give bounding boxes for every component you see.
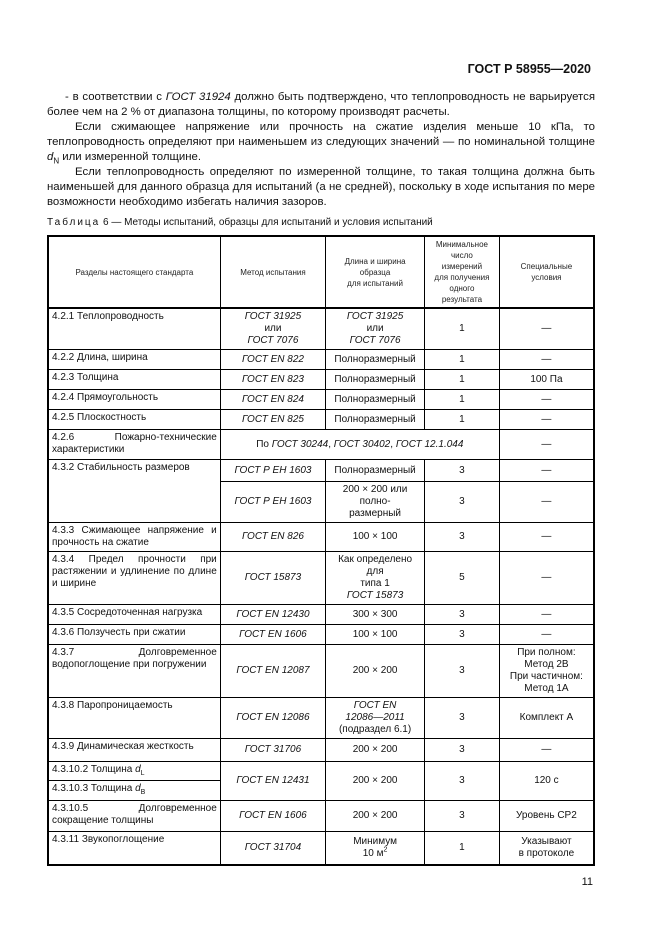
table-row — [48, 739, 594, 762]
cell-line: 1 — [459, 413, 465, 425]
table-row — [48, 645, 594, 698]
cell-line: ГОСТ 15873 — [346, 590, 404, 601]
text: должно быть подтверждено, что теплопроводность не варьируется более чем на 2 % от диапазона толщины, по которому производят расчеты. — [47, 91, 595, 118]
cell-line: ГОСТ EN 825 — [241, 413, 304, 425]
cell-text: L — [140, 770, 145, 777]
document-id: ГОСТ Р 58955—2020 — [467, 62, 591, 76]
cell-line: — — [541, 628, 552, 640]
table-cell — [48, 832, 220, 865]
cell-line: 3 — [459, 810, 465, 821]
table-cell — [326, 645, 425, 698]
table-cell — [326, 739, 425, 762]
table-cell — [326, 698, 425, 739]
cell-line: 4.2.3 Толщина — [52, 372, 119, 383]
table-cell — [326, 410, 425, 430]
table-cell — [220, 605, 325, 625]
cell-line: ГОСТ EN 826 — [241, 531, 304, 542]
cell-text: ГОСТ 30402 — [333, 438, 391, 450]
subscript: N — [53, 156, 60, 166]
cell-text: ГОСТ 30244 — [271, 438, 329, 450]
paragraph-1 — [47, 90, 595, 120]
cell-line: 200 × 200 — [352, 665, 398, 676]
standard-reference: ГОСТ 31924 — [165, 91, 231, 103]
table-cell — [425, 739, 500, 762]
cell-line: размерный — [349, 508, 402, 519]
table-row — [48, 410, 594, 430]
header-line: для испытаний — [347, 278, 403, 288]
table-cell — [499, 350, 594, 370]
table-cell — [326, 308, 425, 350]
column-header — [326, 236, 425, 308]
table-cell — [326, 832, 425, 865]
table-cell — [220, 801, 325, 832]
cell-line: 200 × 200 — [352, 810, 398, 821]
header-line: измерений — [441, 262, 483, 271]
cell-line: 4.2.4 Прямоугольность — [52, 392, 159, 403]
cell-line: 3 — [459, 496, 465, 507]
cell-line: 4.3.3 Сжимающее напряжение и прочность на сжатие — [52, 525, 217, 548]
cell-line: Уровень CP2 — [516, 810, 577, 821]
header-line: одного — [449, 284, 475, 293]
cell-line: 3 — [459, 744, 465, 755]
cell-line: типа 1 — [360, 578, 390, 589]
table-cell — [425, 605, 500, 625]
table-cell — [48, 739, 220, 762]
cell-line: 4.3.8 Паропроницаемость — [52, 700, 173, 711]
table-cell — [48, 781, 220, 801]
cell-line: (подраздел 6.1) — [338, 724, 412, 735]
header-line: Специальные — [520, 262, 573, 271]
paragraph-2 — [47, 120, 595, 165]
cell-line: 1 — [459, 353, 465, 365]
table-cell — [48, 552, 220, 605]
cell-line: 3 — [459, 608, 465, 620]
table-cell — [499, 625, 594, 645]
cell-line: 3 — [459, 665, 465, 676]
cell-line: — — [541, 608, 552, 620]
cell-line: 100 Па — [530, 373, 563, 385]
table-cell — [48, 625, 220, 645]
column-header — [499, 236, 594, 308]
table-cell — [425, 801, 500, 832]
table-cell — [326, 390, 425, 410]
cell-text: , — [390, 438, 396, 450]
cell-line: 1 — [459, 323, 465, 334]
cell-line: Полноразмерный — [334, 464, 416, 476]
header-line: число — [451, 251, 473, 260]
table-cell — [499, 410, 594, 430]
cell-text: 10 м — [362, 847, 384, 859]
table-cell — [48, 698, 220, 739]
cell-line: ГОСТ 15873 — [244, 572, 302, 583]
table-cell — [425, 523, 500, 552]
cell-line: Полноразмерный — [334, 393, 416, 405]
table-row — [48, 430, 594, 460]
caption-text: 6 — Методы испытаний, образцы для испытаний и условия испытаний — [100, 217, 433, 228]
cell-text: d — [135, 764, 141, 775]
table-cell — [48, 645, 220, 698]
table-cell — [220, 523, 325, 552]
cell-line: — — [541, 744, 552, 755]
cell-line: ГОСТ EN 12087 — [236, 665, 310, 676]
table-cell — [326, 625, 425, 645]
cell-line: ГОСТ 31706 — [244, 744, 302, 755]
caption-label: Таблица — [47, 217, 101, 228]
table-row — [48, 605, 594, 625]
table-header-row — [48, 236, 594, 308]
table-cell — [48, 523, 220, 552]
table-cell — [425, 308, 500, 350]
header-line: результата — [441, 295, 483, 304]
table-cell — [220, 482, 325, 523]
table-cell — [499, 605, 594, 625]
table-cell — [425, 390, 500, 410]
cell-line: — — [541, 531, 552, 542]
table-row — [48, 350, 594, 370]
cell-line: 4.3.4 Предел прочности при растяжении и удлинение по длине и ширине — [52, 554, 217, 589]
cell-line: При частичном: — [509, 671, 583, 682]
table-cell — [499, 370, 594, 390]
cell-line: Полноразмерный — [334, 353, 416, 365]
test-methods-table — [47, 235, 595, 866]
table-cell — [425, 762, 500, 801]
cell-line: 3 — [459, 628, 465, 640]
page-number: 11 — [581, 875, 593, 888]
cell-line: 300 × 300 — [352, 608, 398, 620]
cell-line: ГОСТ 7076 — [247, 335, 299, 346]
cell-line: 1 — [459, 841, 465, 853]
table-cell — [48, 350, 220, 370]
cell-line: или — [264, 323, 282, 334]
table-cell — [220, 350, 325, 370]
cell-text: ГОСТ 12.1.044 — [395, 438, 464, 450]
header-line: Длина и ширина — [344, 256, 406, 266]
table-cell — [326, 523, 425, 552]
cell-line: Минимум — [353, 835, 397, 847]
header-text: Метод испытания — [240, 267, 306, 277]
table-caption — [47, 217, 595, 229]
table-cell — [499, 430, 594, 460]
table-cell — [425, 625, 500, 645]
cell-line: 4.3.5 Сосредоточенная нагрузка — [52, 607, 203, 618]
table-cell — [425, 552, 500, 605]
header-line: образца — [359, 267, 391, 277]
cell-line: При полном: — [517, 647, 576, 658]
column-header — [220, 236, 325, 308]
cell-line: 4.3.11 Звукопоглощение — [52, 834, 165, 845]
table-cell — [48, 460, 220, 523]
cell-line: Метод 2В — [524, 659, 569, 670]
table-cell — [220, 552, 325, 605]
cell-text: По — [256, 438, 272, 450]
cell-text: 4.3.10.2 Толщина — [52, 764, 136, 775]
cell-line: 4.3.6 Ползучесть при сжатии — [52, 627, 186, 638]
table-cell — [425, 350, 500, 370]
cell-line: ГОСТ EN 824 — [241, 393, 304, 405]
table-row — [48, 801, 594, 832]
table-cell — [220, 832, 325, 865]
cell-line: — — [541, 496, 552, 507]
cell-line: — — [541, 353, 552, 365]
cell-line: 3 — [459, 531, 465, 542]
table-row — [48, 625, 594, 645]
cell-line: 4.2.1 Теплопроводность — [52, 311, 164, 322]
table-cell — [326, 552, 425, 605]
table-row — [48, 832, 594, 865]
table-cell — [48, 390, 220, 410]
table-row — [48, 390, 594, 410]
cell-text: B — [140, 789, 146, 796]
header-line: условия — [531, 273, 562, 282]
table-cell — [326, 801, 425, 832]
table-cell — [425, 460, 500, 482]
table-cell — [220, 370, 325, 390]
cell-line: 4.3.2 Стабильность размеров — [52, 462, 190, 473]
cell-line: Комплект А — [519, 712, 574, 723]
text: или измеренной толщине. — [59, 151, 202, 163]
table-row — [48, 698, 594, 739]
table-row — [48, 552, 594, 605]
table-cell — [499, 832, 594, 865]
table-row — [48, 370, 594, 390]
table-cell — [48, 605, 220, 625]
cell-line: 200 × 200 — [352, 744, 398, 755]
table-cell — [220, 308, 325, 350]
cell-line: 4.2.2 Длина, ширина — [52, 352, 148, 363]
cell-line: или — [366, 323, 384, 334]
cell-line: ГОСТ EN 12430 — [236, 608, 310, 620]
table-cell — [425, 832, 500, 865]
cell-line: ГОСТ 31925 — [244, 311, 302, 322]
column-header — [425, 236, 500, 308]
table-cell — [220, 430, 499, 460]
table-cell — [499, 308, 594, 350]
cell-line: 1 — [459, 393, 465, 405]
cell-line: ГОСТ EN 12086 — [236, 712, 310, 723]
cell-line: 100 × 100 — [352, 628, 398, 640]
page-body — [47, 90, 595, 888]
cell-line: 3 — [459, 712, 465, 723]
cell-line: — — [541, 464, 552, 476]
cell-line: 4.2.6 Пожарно-технические характеристики — [52, 432, 217, 455]
cell-line: 5 — [459, 572, 465, 583]
cell-line: ГОСТ EN 1606 — [239, 628, 307, 640]
header-line: для получения — [434, 273, 490, 282]
table-cell — [48, 370, 220, 390]
table-cell — [326, 350, 425, 370]
table-cell — [499, 482, 594, 523]
cell-line: 4.3.9 Динамическая жесткость — [52, 741, 194, 752]
cell-line: ГОСТ EN 12431 — [236, 775, 310, 786]
cell-line: Полноразмерный — [334, 413, 416, 425]
table-cell — [425, 482, 500, 523]
paragraph-3: Если теплопроводность определяют по измеренной толщине, то такая толщина должна быть наименьшей для данного образца для испытаний (а не средней), поскольку в ходе испытания по мере возможности необходимо избегать наличия зазоров. — [47, 166, 595, 208]
table-cell — [499, 762, 594, 801]
cell-line: 4.2.5 Плоскостность — [52, 412, 147, 423]
table-cell — [326, 605, 425, 625]
header-text: Разделы настоящего стандарта — [75, 267, 194, 277]
cell-line: 200 × 200 или полно- — [342, 484, 408, 507]
table-cell — [48, 801, 220, 832]
table-cell — [220, 410, 325, 430]
table-cell — [499, 645, 594, 698]
table-cell — [220, 698, 325, 739]
table-cell — [499, 698, 594, 739]
table-cell — [220, 739, 325, 762]
table-row — [48, 762, 594, 781]
table-cell — [48, 308, 220, 350]
table-cell — [499, 552, 594, 605]
cell-line: — — [541, 572, 552, 583]
table-cell — [499, 460, 594, 482]
cell-line: 4.3.10.5 Долговременное сокращение толщины — [52, 803, 217, 826]
cell-line: ГОСТ Р ЕН 1603 — [234, 464, 312, 476]
table-cell — [499, 390, 594, 410]
cell-line: 12086—2011 — [345, 712, 405, 723]
table-cell — [499, 523, 594, 552]
cell-line: ГОСТ EN 1606 — [239, 810, 307, 821]
table-cell — [425, 698, 500, 739]
cell-line: 4.3.7 Долговременное водопоглощение при погружении — [52, 647, 217, 670]
cell-line: Метод 1А — [524, 683, 569, 694]
table-cell — [220, 460, 325, 482]
table-cell — [499, 739, 594, 762]
cell-line: 3 — [459, 775, 465, 786]
text: - в соответствии с — [65, 91, 166, 103]
cell-line: — — [541, 413, 552, 425]
table-cell — [48, 410, 220, 430]
cell-line: ГОСТ EN 822 — [241, 353, 304, 365]
table-cell — [220, 625, 325, 645]
table-cell — [326, 482, 425, 523]
table-cell — [425, 645, 500, 698]
table-cell — [220, 645, 325, 698]
cell-text: , — [328, 438, 334, 450]
cell-text: 2 — [383, 846, 388, 854]
cell-text: 4.3.10.3 Толщина — [52, 783, 136, 794]
cell-line: ГОСТ 31704 — [244, 841, 302, 853]
cell-line: — — [541, 393, 552, 405]
cell-line: 1 — [459, 373, 465, 385]
cell-line: 200 × 200 — [352, 775, 398, 786]
cell-line: ГОСТ EN — [353, 700, 397, 711]
cell-line: ГОСТ Р ЕН 1603 — [234, 496, 312, 507]
cell-line: ГОСТ EN 823 — [241, 373, 304, 385]
text: Если сжимающее напряжение или прочность на сжатие изделия меньше 10 кПа, то теплопроводность определяют при наименьшем из следующих значений — по номинальной толщине — [47, 121, 595, 148]
table-cell — [326, 370, 425, 390]
table-cell — [48, 430, 220, 460]
table-cell — [220, 762, 325, 801]
header-line: Минимальное — [435, 240, 488, 249]
table-cell — [425, 410, 500, 430]
table-row — [48, 460, 594, 482]
table-cell — [48, 762, 220, 781]
cell-line: 120 с — [534, 775, 559, 786]
table-cell — [425, 370, 500, 390]
cell-text: d — [135, 783, 141, 794]
table-cell — [326, 460, 425, 482]
cell-line: ГОСТ 31925 — [346, 311, 404, 322]
cell-line: Указывают — [521, 835, 572, 847]
cell-line: — — [541, 438, 552, 450]
symbol: d — [47, 151, 54, 163]
cell-line: Полноразмерный — [334, 373, 416, 385]
table-row — [48, 308, 594, 350]
table-row — [48, 523, 594, 552]
cell-line: 3 — [459, 464, 465, 476]
cell-line: ГОСТ 7076 — [349, 335, 401, 346]
cell-line: 100 × 100 — [352, 531, 398, 542]
cell-line: — — [541, 323, 552, 334]
column-header — [48, 236, 220, 308]
table-cell — [326, 762, 425, 801]
cell-line: в протоколе — [518, 847, 575, 859]
cell-line: Как определено для — [338, 554, 413, 577]
table-cell — [220, 390, 325, 410]
table-cell — [499, 801, 594, 832]
